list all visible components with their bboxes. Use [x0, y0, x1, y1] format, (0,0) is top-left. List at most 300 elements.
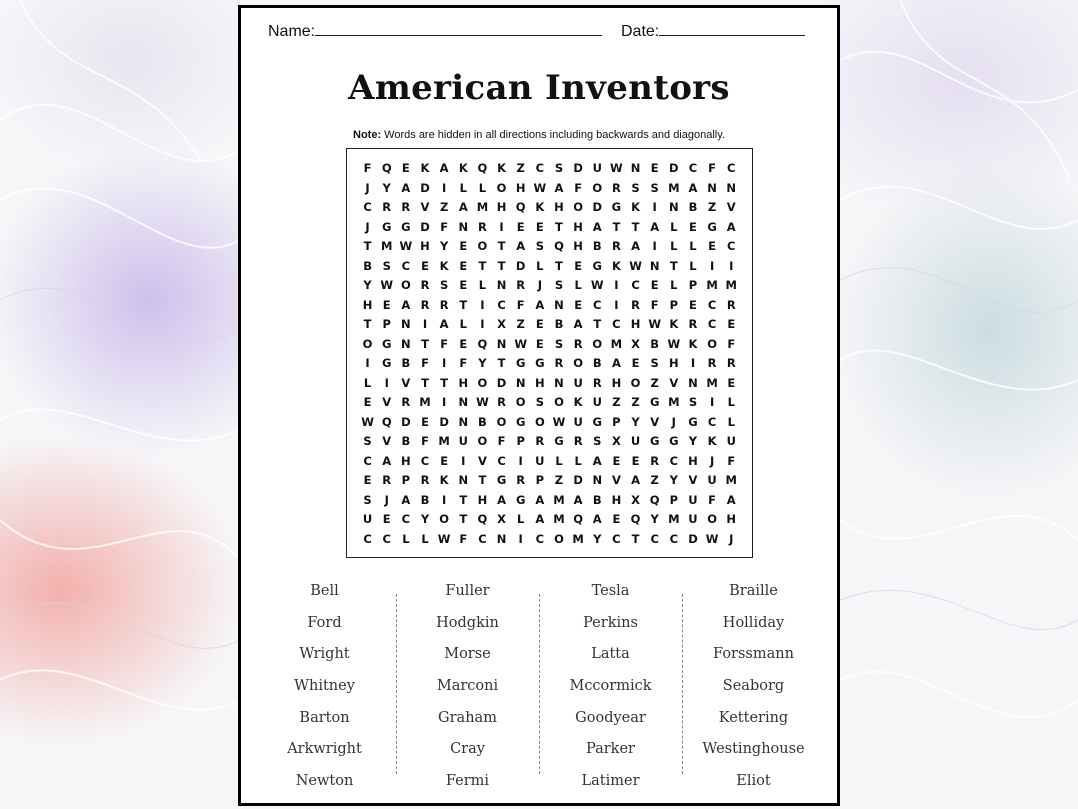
grid-letter: O	[477, 239, 488, 253]
grid-letter: K	[420, 161, 430, 175]
grid-letter: G	[401, 219, 411, 234]
grid-letter: H	[401, 453, 411, 468]
grid-letter: R	[497, 395, 506, 409]
grid-letter: E	[708, 239, 717, 253]
grid-letter: W	[361, 414, 374, 429]
grid-letter: K	[573, 395, 583, 409]
word-item: Seaborg	[722, 678, 785, 695]
grid-row	[358, 198, 741, 218]
grid-letter: U	[688, 512, 698, 526]
grid-letter: F	[708, 161, 717, 175]
grid-letter: F	[363, 161, 372, 175]
note-label: Note:	[353, 129, 382, 141]
grid-letter: F	[574, 180, 583, 195]
grid-letter: E	[535, 336, 544, 351]
grid-letter: M	[553, 492, 565, 507]
grid-letter: T	[478, 258, 487, 273]
grid-row	[358, 296, 741, 316]
grid-letter: O	[630, 375, 641, 390]
grid-letter: R	[420, 297, 430, 312]
grid-letter: Q	[554, 239, 564, 253]
grid-letter: A	[401, 492, 411, 507]
word-item: Perkins	[583, 614, 638, 631]
grid-letter: I	[518, 531, 523, 546]
grid-letter: M	[553, 512, 565, 526]
grid-letter: B	[401, 356, 411, 370]
page-title: American Inventors	[348, 68, 730, 108]
grid-letter: L	[478, 278, 487, 292]
grid-letter: N	[669, 200, 679, 214]
grid-letter: A	[535, 492, 545, 507]
grid-letter: A	[458, 200, 468, 214]
grid-letter: W	[610, 161, 623, 175]
grid-letter: P	[688, 278, 698, 292]
grid-letter: O	[439, 512, 450, 526]
grid-letter: L	[670, 239, 678, 253]
grid-letter: S	[554, 161, 564, 175]
grid-letter: K	[458, 161, 468, 175]
grid-letter: C	[612, 531, 621, 546]
grid-letter: V	[669, 375, 679, 390]
grid-letter: U	[592, 161, 602, 175]
grid-letter: R	[401, 200, 411, 214]
grid-letter: T	[555, 258, 563, 273]
grid-letter: E	[612, 453, 621, 468]
word-item: Braille	[729, 583, 778, 599]
grid-letter: D	[515, 258, 526, 273]
word-item: Kettering	[718, 709, 789, 726]
grid-letter: S	[650, 356, 659, 370]
grid-letter: A	[650, 219, 660, 234]
grid-letter: D	[401, 414, 411, 429]
grid-row	[358, 276, 741, 296]
grid-letter: Q	[381, 161, 392, 175]
grid-row	[358, 374, 741, 394]
grid-letter: O	[400, 278, 411, 292]
grid-letter: W	[514, 336, 528, 351]
grid-letter: T	[478, 473, 487, 487]
grid-letter: L	[689, 258, 697, 273]
grid-letter: H	[496, 200, 507, 214]
grid-letter: A	[611, 356, 621, 370]
grid-letter: O	[554, 395, 564, 409]
grid-letter: E	[535, 219, 544, 234]
grid-letter: Q	[573, 512, 583, 526]
grid-letter: V	[688, 473, 698, 487]
grid-letter: O	[362, 336, 373, 351]
grid-letter: A	[401, 180, 411, 195]
grid-letter: G	[611, 200, 622, 214]
grid-letter: C	[707, 317, 717, 331]
letter-grid	[358, 159, 741, 549]
grid-letter: M	[476, 200, 489, 214]
word-column	[396, 576, 539, 798]
grid-letter: S	[554, 336, 564, 351]
grid-letter: Y	[420, 512, 430, 526]
grid-letter: Y	[593, 531, 602, 546]
grid-letter: R	[573, 434, 583, 448]
grid-letter: O	[496, 414, 507, 429]
grid-letter: T	[612, 219, 621, 234]
grid-letter: C	[669, 453, 679, 468]
grid-letter: B	[363, 258, 372, 273]
grid-letter: L	[727, 395, 735, 409]
note-text: Words are hidden in all directions including backwards and diagonally.	[381, 129, 725, 141]
grid-letter: R	[382, 200, 392, 214]
grid-letter: A	[631, 239, 640, 253]
grid-letter: J	[384, 492, 389, 507]
grid-letter: M	[668, 512, 680, 526]
word-column	[682, 576, 825, 798]
grid-letter: H	[573, 219, 583, 234]
grid-letter: Y	[363, 278, 372, 292]
grid-letter: W	[705, 531, 719, 546]
grid-letter: B	[401, 434, 411, 448]
grid-letter: R	[707, 356, 717, 370]
grid-letter: K	[497, 161, 507, 175]
grid-letter: E	[689, 219, 697, 234]
grid-letter: O	[707, 512, 717, 526]
grid-letter: F	[440, 336, 449, 351]
grid-letter: P	[401, 473, 411, 487]
grid-letter: G	[515, 414, 526, 429]
grid-letter: I	[614, 278, 619, 292]
grid-letter: C	[478, 531, 487, 546]
grid-letter: L	[478, 180, 487, 195]
grid-letter: C	[497, 453, 506, 468]
grid-letter: V	[477, 453, 487, 468]
grid-letter: F	[459, 531, 468, 546]
grid-letter: C	[363, 531, 372, 546]
grid-letter: H	[458, 375, 469, 390]
grid-letter: C	[688, 161, 698, 175]
grid-letter: E	[535, 317, 544, 331]
grid-letter: G	[592, 414, 602, 429]
grid-letter: I	[729, 258, 734, 273]
grid-letter: H	[515, 180, 526, 195]
grid-letter: Y	[382, 180, 391, 195]
grid-letter: E	[459, 278, 468, 292]
grid-letter: R	[726, 297, 736, 312]
grid-letter: L	[421, 531, 429, 546]
grid-letter: C	[401, 512, 411, 526]
grid-letter: F	[650, 297, 659, 312]
grid-letter: U	[707, 473, 717, 487]
grid-letter: G	[381, 336, 392, 351]
grid-letter: Y	[478, 356, 487, 370]
grid-letter: N	[401, 317, 411, 331]
grid-letter: Z	[439, 200, 449, 214]
grid-letter: U	[458, 434, 468, 448]
grid-letter: V	[382, 395, 392, 409]
grid-letter: T	[440, 375, 449, 390]
grid-letter: N	[458, 395, 469, 409]
grid-letter: Y	[688, 434, 698, 448]
grid-letter: O	[592, 180, 603, 195]
grid-letter: C	[612, 317, 621, 331]
grid-letter: D	[420, 219, 430, 234]
grid-letter: Y	[669, 473, 678, 487]
grid-letter: L	[670, 278, 678, 292]
grid-letter: T	[363, 317, 372, 331]
grid-letter: P	[382, 317, 391, 331]
grid-row	[358, 179, 741, 199]
grid-letter: S	[535, 239, 544, 253]
grid-letter: C	[727, 239, 736, 253]
grid-letter: X	[631, 336, 640, 351]
grid-row	[358, 335, 741, 355]
grid-letter: N	[515, 375, 526, 390]
grid-letter: N	[458, 219, 469, 234]
grid-letter: M	[706, 375, 718, 390]
grid-letter: O	[477, 375, 488, 390]
grid-letter: F	[421, 356, 429, 370]
grid-letter: I	[614, 297, 619, 312]
grid-letter: C	[650, 531, 659, 546]
grid-letter: O	[554, 531, 564, 546]
grid-letter: E	[459, 258, 468, 273]
instructions-note	[241, 129, 837, 141]
grid-letter: H	[477, 492, 488, 507]
grid-letter: I	[690, 356, 696, 370]
grid-letter: A	[592, 453, 602, 468]
grid-letter: T	[593, 317, 602, 331]
grid-row	[358, 491, 741, 511]
grid-letter: G	[688, 414, 698, 429]
grid-letter: D	[496, 375, 507, 390]
word-item: Morse	[444, 646, 491, 663]
grid-letter: Y	[650, 512, 659, 526]
grid-letter: R	[420, 473, 430, 487]
grid-letter: C	[727, 161, 736, 175]
grid-letter: H	[420, 239, 430, 253]
grid-letter: G	[381, 356, 392, 370]
grid-letter: K	[611, 258, 621, 273]
grid-letter: N	[458, 414, 469, 429]
grid-letter: R	[401, 395, 411, 409]
grid-letter: L	[574, 278, 582, 292]
grid-letter: M	[668, 395, 680, 409]
grid-letter: H	[688, 453, 698, 468]
grid-letter: O	[573, 200, 583, 214]
grid-letter: X	[631, 492, 640, 507]
grid-letter: Y	[631, 414, 640, 429]
grid-letter: C	[535, 531, 545, 546]
grid-letter: S	[631, 180, 640, 195]
grid-letter: L	[727, 414, 735, 429]
grid-letter: J	[365, 219, 370, 234]
grid-letter: A	[688, 180, 698, 195]
grid-letter: Z	[650, 375, 659, 390]
grid-letter: I	[365, 356, 370, 370]
grid-letter: V	[401, 375, 411, 390]
grid-letter: D	[592, 200, 603, 214]
grid-letter: C	[401, 258, 411, 273]
grid-letter: T	[631, 219, 640, 234]
grid-letter: U	[630, 434, 641, 448]
grid-letter: A	[592, 512, 602, 526]
grid-letter: S	[593, 434, 602, 448]
grid-letter: E	[363, 473, 372, 487]
grid-letter: I	[480, 317, 485, 331]
grid-letter: M	[438, 434, 450, 448]
word-column	[253, 576, 396, 798]
date-field	[621, 21, 805, 41]
word-item: Holliday	[722, 614, 785, 631]
grid-letter: U	[592, 395, 602, 409]
grid-letter: E	[727, 375, 736, 390]
grid-letter: C	[669, 531, 679, 546]
grid-letter: S	[439, 278, 449, 292]
grid-letter: F	[516, 297, 525, 312]
grid-letter: I	[709, 258, 715, 273]
grid-letter: O	[592, 336, 603, 351]
grid-letter: I	[441, 492, 447, 507]
grid-letter: R	[592, 375, 602, 390]
grid-row	[358, 471, 741, 491]
grid-letter: R	[631, 297, 640, 312]
grid-letter: R	[420, 278, 430, 292]
name-field	[268, 21, 602, 41]
grid-letter: G	[592, 258, 602, 273]
grid-letter: E	[440, 453, 449, 468]
grid-letter: T	[459, 512, 468, 526]
grid-letter: I	[441, 356, 447, 370]
worksheet-page	[238, 5, 840, 806]
grid-letter: M	[572, 531, 584, 546]
grid-letter: R	[726, 356, 736, 370]
grid-letter: H	[669, 356, 679, 370]
grid-letter: I	[461, 453, 466, 468]
grid-letter: S	[363, 492, 372, 507]
grid-row	[358, 237, 741, 257]
grid-letter: W	[667, 336, 681, 351]
word-item: Mccormick	[569, 678, 652, 695]
grid-letter: S	[650, 180, 659, 195]
grid-letter: V	[611, 473, 621, 487]
grid-letter: R	[554, 356, 564, 370]
grid-letter: L	[402, 531, 410, 546]
grid-letter: O	[477, 434, 488, 448]
grid-letter: G	[707, 219, 717, 234]
grid-letter: R	[573, 336, 583, 351]
grid-letter: S	[382, 258, 391, 273]
grid-letter: T	[421, 336, 429, 351]
name-label: Name:	[268, 23, 316, 40]
grid-letter: P	[612, 414, 621, 429]
grid-letter: W	[629, 258, 642, 273]
name-date-line	[268, 21, 808, 45]
grid-letter: T	[363, 239, 372, 253]
word-item: Barton	[299, 709, 350, 726]
grid-letter: G	[554, 434, 564, 448]
grid-letter: M	[380, 239, 393, 253]
grid-letter: I	[709, 395, 715, 409]
grid-letter: W	[648, 317, 662, 331]
grid-letter: C	[593, 297, 602, 312]
grid-letter: F	[727, 453, 736, 468]
grid-letter: P	[669, 297, 679, 312]
grid-letter: K	[688, 336, 698, 351]
grid-letter: Z	[631, 395, 640, 409]
grid-letter: P	[669, 492, 679, 507]
grid-letter: E	[421, 258, 429, 273]
grid-letter: I	[518, 453, 523, 468]
grid-letter: U	[535, 453, 545, 468]
grid-letter: E	[421, 414, 429, 429]
grid-letter: E	[650, 278, 659, 292]
grid-letter: F	[708, 492, 717, 507]
grid-letter: P	[535, 473, 545, 487]
grid-letter: Q	[630, 512, 641, 526]
grid-letter: X	[497, 512, 506, 526]
grid-letter: D	[420, 180, 430, 195]
grid-letter: L	[517, 512, 525, 526]
grid-letter: F	[727, 336, 736, 351]
grid-letter: Y	[439, 239, 449, 253]
grid-letter: H	[535, 375, 545, 390]
grid-letter: B	[592, 239, 602, 253]
grid-letter: A	[573, 317, 583, 331]
grid-letter: Z	[516, 161, 525, 175]
grid-letter: B	[592, 492, 602, 507]
grid-letter: X	[611, 434, 621, 448]
grid-letter: Q	[649, 492, 660, 507]
grid-letter: G	[649, 434, 660, 448]
grid-letter: V	[420, 200, 430, 214]
grid-letter: R	[611, 239, 621, 253]
grid-letter: H	[554, 200, 564, 214]
grid-row	[358, 452, 741, 472]
grid-letter: G	[515, 356, 526, 370]
grid-letter: C	[497, 297, 506, 312]
grid-letter: J	[537, 278, 542, 292]
word-item: Bell	[310, 583, 339, 599]
grid-letter: Q	[477, 512, 488, 526]
grid-letter: L	[689, 239, 697, 253]
grid-letter: X	[497, 317, 506, 331]
grid-letter: M	[668, 180, 680, 195]
grid-letter: N	[630, 161, 641, 175]
grid-letter: P	[516, 434, 525, 448]
grid-letter: A	[726, 219, 736, 234]
grid-letter: A	[439, 161, 449, 175]
grid-letter: T	[497, 356, 506, 370]
grid-letter: H	[630, 317, 641, 331]
grid-letter: J	[671, 414, 676, 429]
grid-letter: K	[439, 258, 449, 273]
grid-letter: R	[650, 453, 660, 468]
grid-letter: E	[401, 161, 410, 175]
word-item: Whitney	[294, 678, 355, 695]
grid-letter: R	[611, 180, 621, 195]
grid-letter: I	[480, 297, 485, 312]
grid-letter: U	[573, 414, 583, 429]
grid-letter: R	[688, 317, 698, 331]
grid-row	[358, 354, 741, 374]
grid-letter: E	[382, 297, 391, 312]
word-item: Latta	[591, 646, 630, 663]
grid-letter: K	[707, 434, 717, 448]
grid-letter: W	[552, 414, 566, 429]
grid-letter: E	[631, 356, 640, 370]
grid-letter: D	[669, 161, 679, 175]
grid-letter: O	[515, 395, 526, 409]
grid-letter: Q	[477, 336, 488, 351]
grid-letter: M	[725, 473, 737, 487]
word-item: Newton	[295, 773, 354, 790]
grid-letter: W	[476, 395, 489, 409]
